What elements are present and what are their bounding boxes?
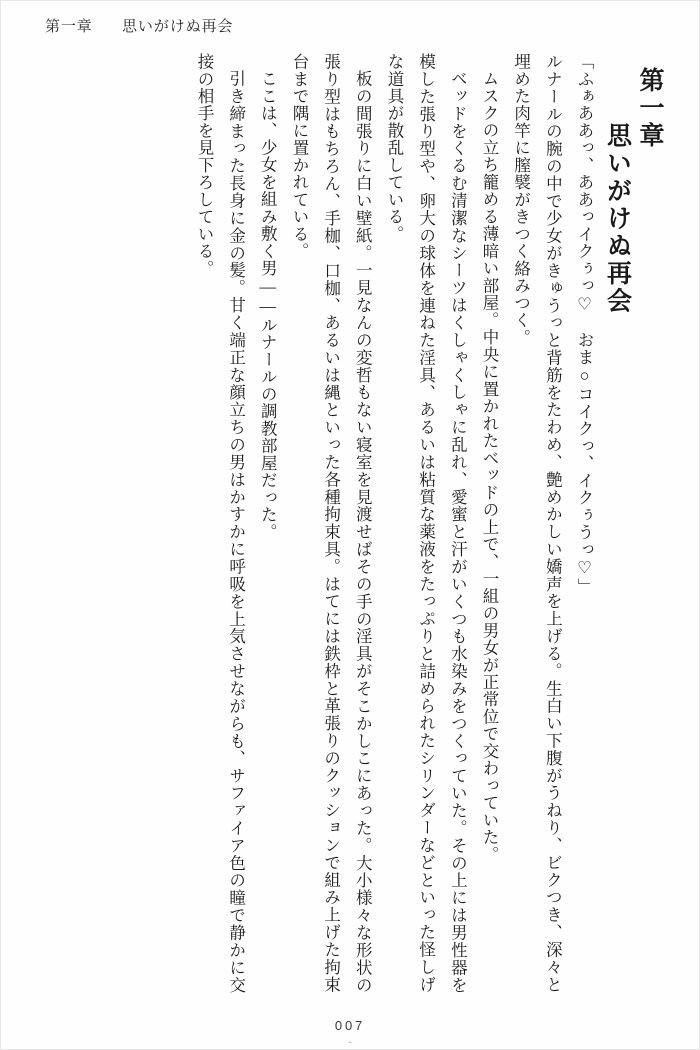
page-number: 007 [334,1018,366,1033]
body-paragraph: 板の間張りに白い壁紙。一見なんの変哲もない寝室を見渡せばその手の淫具がそこかしこにあった。大小様々な形状の張り型はもちろん、手枷、口枷、あるいは縄といった各種拘束具。はてには鉄枠と革張りのクッションで組み上げた拘束台まで隅に置かれている。 [289,53,373,993]
chapter-number: 第一章 [636,67,663,150]
body-paragraph: 引き締まった長身に金の髪。甘く端正な顔立ちの男はかすかに呼吸を上気させながらも、サファイア色の瞳で静かに交接の相手を見下ろしている。 [194,53,246,993]
chapter-heading [600,53,665,993]
page-body [35,53,665,993]
running-header-title: 思いがけぬ再会 [122,19,234,35]
running-header-chapter: 第一章 [45,19,93,35]
body-paragraph: ルナールの腕の中で少女がきゅうっと背筋をたわめ、艶めかしい嬌声を上げる。生白い下腹がうねり、ビクつき、深々と埋めた肉竿に膣襞がきつく絡みつく。 [511,53,563,993]
body-paragraph: ベッドをくるむ清潔なシーツはくしゃくしゃに乱れ、愛蜜と汗がいくつも水染みをつくっていた。その上には男性器を模した張り型や、卵大の球体を連ねた淫具、あるいは粘質な薬液をたっぷりと詰められたシリンダーなどといった怪しげな道具が散乱している。 [384,53,468,993]
running-header [45,15,233,36]
chapter-title-text: 思いがけぬ再会 [603,122,631,315]
body-paragraph: 「ふぁああっ、ああっイクぅっ♡ おま○コイクっ、イクぅうっ♡」 [575,53,594,596]
page-number-sub: ‑ [348,1037,352,1047]
body-paragraph: ムスクの立ち籠める薄暗い部屋。中央に置かれたベッドの上で、一組の男女が正常位で交わっていた。 [479,69,499,863]
body-paragraph: ここは、少女を組み敷く男――ルナールの調教部屋だった。 [258,69,278,541]
